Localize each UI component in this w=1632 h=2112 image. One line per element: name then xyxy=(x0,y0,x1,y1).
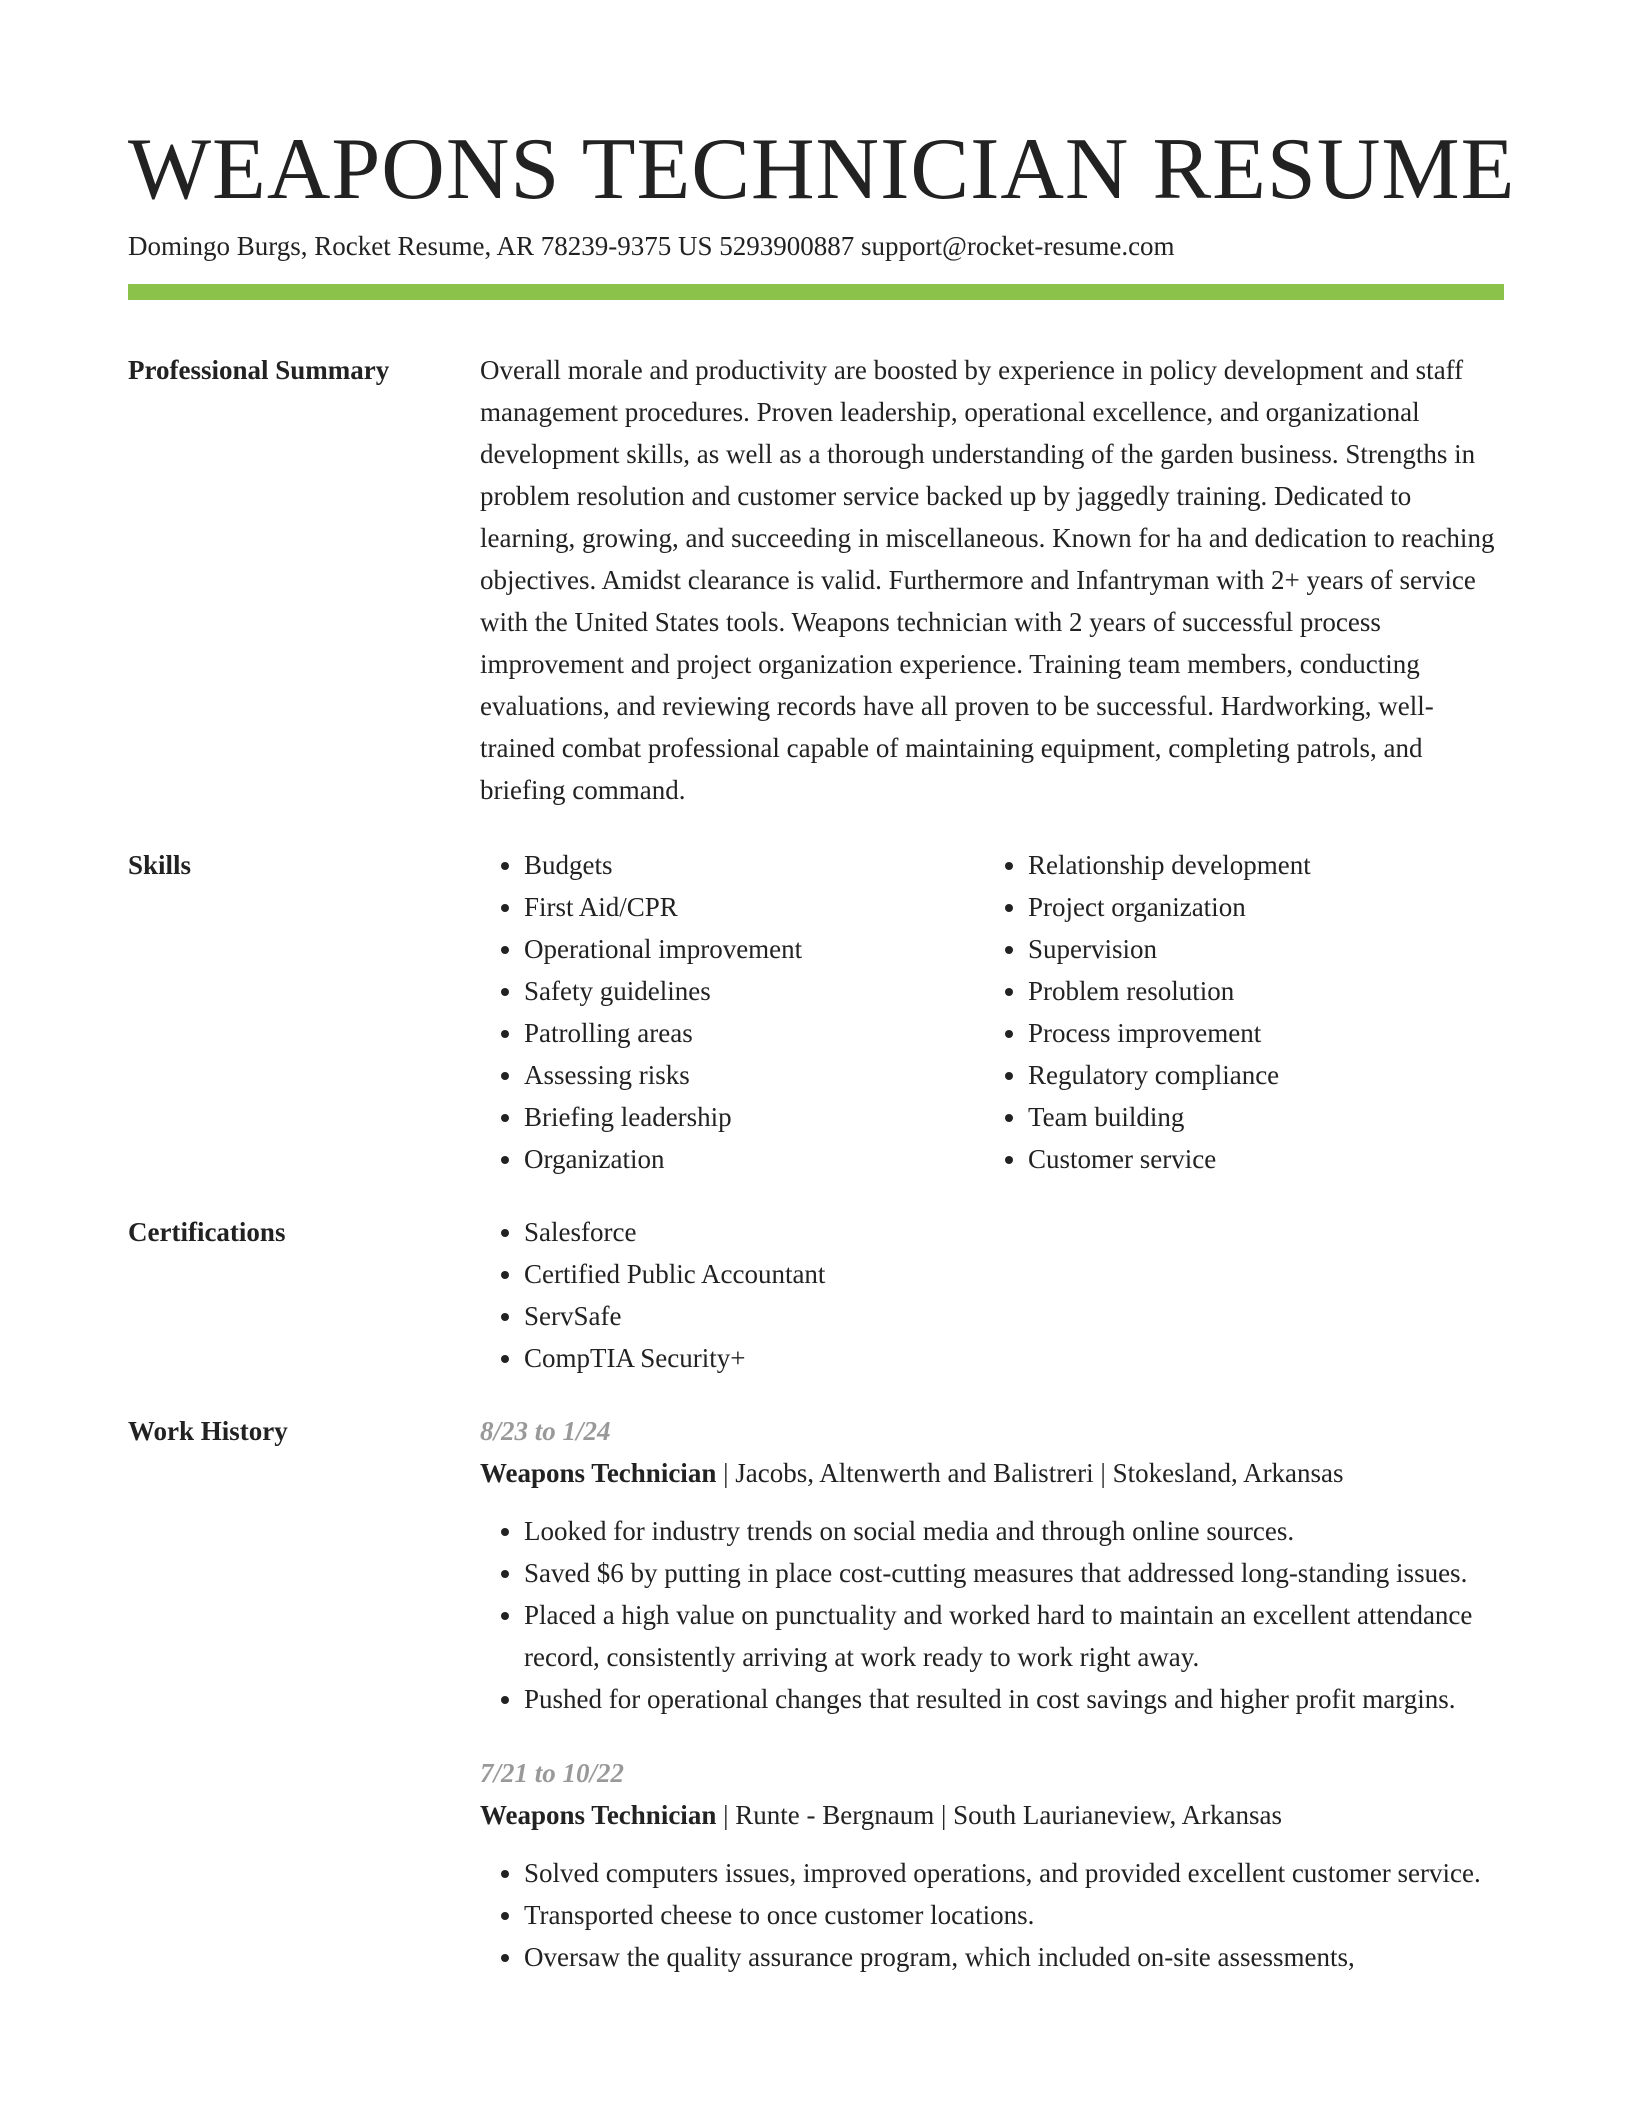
skill-item: • Regulatory compliance xyxy=(1028,1054,1528,1096)
job-bullet: • Saved $6 by putting in place cost-cutting measures that addressed long-standing issues. xyxy=(524,1552,1504,1594)
resume-title: WEAPONS TECHNICIAN RESUME xyxy=(128,121,1516,218)
skill-item: • Project organization xyxy=(1028,886,1528,928)
job-bullet: • Placed a high value on punctuality and worked hard to maintain an excellent attendance record, consistently arriving at work ready to work right away. xyxy=(524,1594,1504,1678)
job-employer-location: | Jacobs, Altenwerth and Balistreri | Stokesland, Arkansas xyxy=(716,1458,1344,1488)
skill-item: • Process improvement xyxy=(1028,1012,1528,1054)
job-heading xyxy=(480,1794,1504,1836)
section-label: Work History xyxy=(128,1416,288,1446)
job-bullet: • Looked for industry trends on social media and through online sources. xyxy=(524,1510,1504,1552)
certification-item: • ServSafe xyxy=(524,1295,1504,1337)
contact-phone: 5293900887 xyxy=(719,231,855,261)
skill-item: • Operational improvement xyxy=(524,928,984,970)
skill-item: • Budgets xyxy=(524,844,984,886)
skills-section xyxy=(128,844,1504,1180)
work-history-list xyxy=(480,1410,1504,1978)
job-bullets xyxy=(480,1510,1504,1720)
job-bullet: • Pushed for operational changes that resulted in cost savings and higher profit margins. xyxy=(524,1678,1504,1720)
certification-item: • Salesforce xyxy=(524,1211,1504,1253)
skill-item: • Problem resolution xyxy=(1028,970,1528,1012)
job-title: Weapons Technician xyxy=(480,1458,717,1488)
skill-item: • Organization xyxy=(524,1138,984,1180)
job-dates: 8/23 to 1/24 xyxy=(480,1416,611,1446)
skill-item: • Patrolling areas xyxy=(524,1012,984,1054)
skills-columns xyxy=(480,844,1528,1180)
skill-item: • Relationship development xyxy=(1028,844,1528,886)
contact-email: support@rocket-resume.com xyxy=(861,231,1175,261)
skill-item: • Team building xyxy=(1028,1096,1528,1138)
professional-summary-section xyxy=(128,349,1504,811)
skills-list-left xyxy=(480,844,984,1180)
job-employer-location: | Runte - Bergnaum | South Laurianeview, Arkansas xyxy=(716,1800,1283,1830)
resume-page xyxy=(128,120,1516,1978)
job-entry xyxy=(480,1410,1504,1720)
job-bullet: • Solved computers issues, improved operations, and provided excellent customer service. xyxy=(524,1852,1504,1894)
certifications-section xyxy=(128,1211,1504,1379)
skill-item: • Briefing leadership xyxy=(524,1096,984,1138)
section-label: Certifications xyxy=(128,1217,286,1247)
certification-item: • Certified Public Accountant xyxy=(524,1253,1504,1295)
summary-text: Overall morale and productivity are boosted by experience in policy development and staff management procedures. Proven leadership, operational excellence, and organizational development skills, as well as a thorough understanding of the garden business. Strengths in problem resolution and customer service backed up by jaggedly training. Dedicated to learning, growing, and succeeding in miscellaneous. Known for ha and dedication to reaching objectives. Amidst clearance is valid. Furthermore and Infantryman with 2+ years of service with the United States tools. Weapons technician with 2 years of successful process improvement and project organization experience. Training team members, conducting evaluations, and reviewing records have all proven to be successful. Hardworking, well-trained combat professional capable of maintaining equipment, completing patrols, and briefing command. xyxy=(480,355,1495,805)
work-history-section xyxy=(128,1410,1504,1978)
job-entry xyxy=(480,1752,1504,1978)
contact-line xyxy=(128,228,1504,264)
certification-item: • CompTIA Security+ xyxy=(524,1337,1504,1379)
section-label: Skills xyxy=(128,850,192,880)
skill-item: • First Aid/CPR xyxy=(524,886,984,928)
job-bullet: • Transported cheese to once customer locations. xyxy=(524,1894,1504,1936)
certifications-list xyxy=(480,1211,1504,1379)
section-label: Professional Summary xyxy=(128,355,390,385)
header-divider xyxy=(128,284,1504,300)
contact-name: Domingo Burgs, xyxy=(128,231,308,261)
skill-item: • Supervision xyxy=(1028,928,1528,970)
skill-item: • Customer service xyxy=(1028,1138,1528,1180)
skill-item: • Safety guidelines xyxy=(524,970,984,1012)
job-title: Weapons Technician xyxy=(480,1800,717,1830)
job-bullets xyxy=(480,1852,1504,1978)
contact-address: Rocket Resume, AR 78239-9375 US xyxy=(314,231,713,261)
job-dates: 7/21 to 10/22 xyxy=(480,1758,625,1788)
skill-item: • Assessing risks xyxy=(524,1054,984,1096)
skills-list-right xyxy=(984,844,1528,1180)
job-bullet: • Oversaw the quality assurance program, which included on-site assessments, xyxy=(524,1936,1504,1978)
job-heading xyxy=(480,1452,1504,1494)
